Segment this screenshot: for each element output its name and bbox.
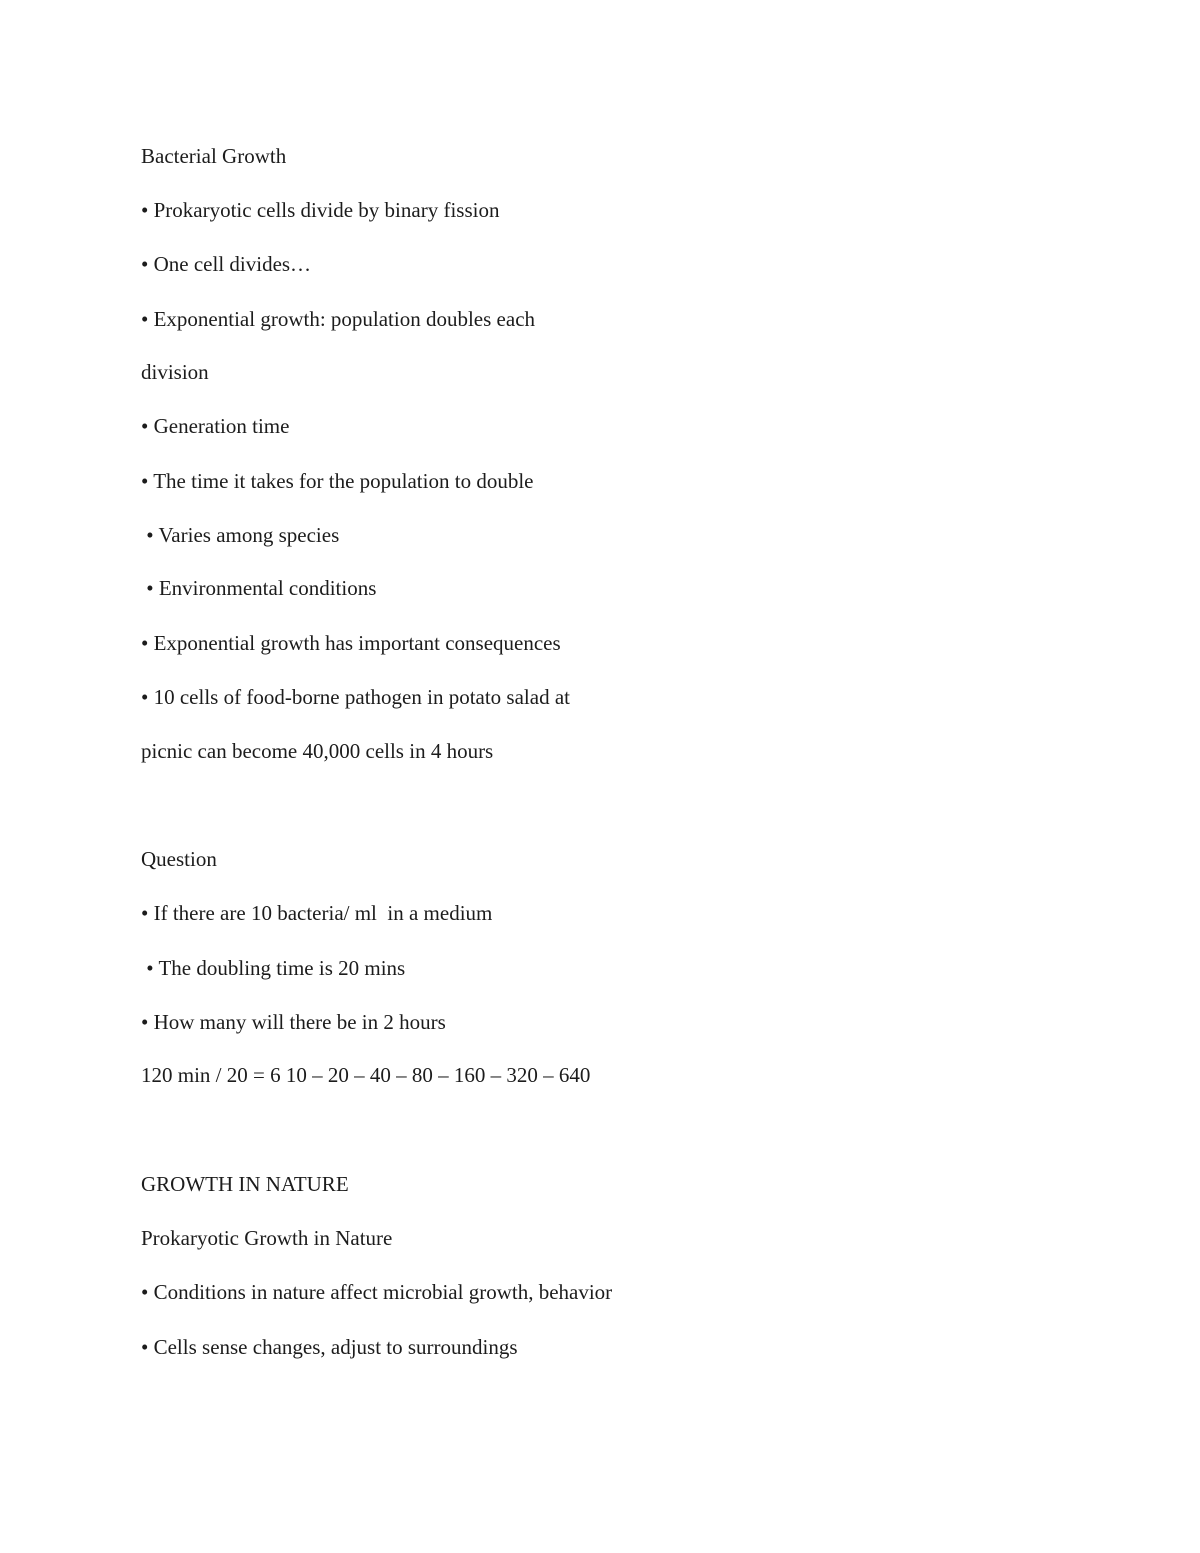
text-line: • Generation time	[141, 414, 290, 438]
text-line: 120 min / 20 = 6 10 – 20 – 40 – 80 – 160 – 320 – 640	[141, 1063, 591, 1087]
text-line: • Environmental conditions	[141, 576, 377, 600]
text-line: • The doubling time is 20 mins	[141, 956, 406, 980]
text-line: • One cell divides…	[141, 252, 312, 276]
text-line: • Cells sense changes, adjust to surroundings	[141, 1335, 518, 1359]
text-line: • Prokaryotic cells divide by binary fission	[141, 198, 500, 222]
text-line: • How many will there be in 2 hours	[141, 1010, 446, 1034]
text-line: picnic can become 40,000 cells in 4 hours	[141, 739, 494, 763]
section-heading-question: Question	[141, 847, 217, 871]
section-heading-growth-in-nature: GROWTH IN NATURE	[141, 1172, 349, 1196]
text-line: • Conditions in nature affect microbial growth, behavior	[141, 1280, 613, 1304]
text-line: • Exponential growth: population doubles each	[141, 307, 536, 331]
text-line: • Varies among species	[141, 523, 340, 547]
text-line: • The time it takes for the population to double	[141, 469, 534, 493]
text-line: • If there are 10 bacteria/ ml in a medium	[141, 901, 493, 925]
text-line: • Exponential growth has important consequences	[141, 631, 561, 655]
text-line: division	[141, 360, 209, 384]
section-heading-bacterial-growth: Bacterial Growth	[141, 144, 287, 168]
text-line: • 10 cells of food-borne pathogen in potato salad at	[141, 685, 570, 709]
text-line: Prokaryotic Growth in Nature	[141, 1226, 393, 1250]
